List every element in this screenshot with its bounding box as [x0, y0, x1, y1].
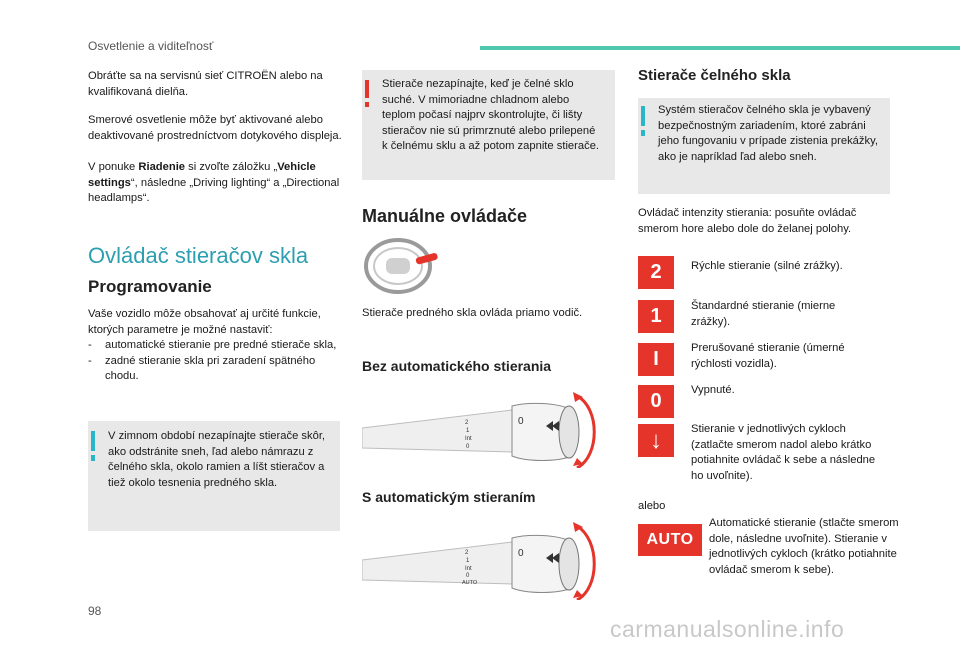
intermittent-icon: I	[638, 343, 674, 376]
info-icon-dot	[91, 455, 95, 461]
col1-paragraph-3	[88, 160, 346, 207]
alebo-text: alebo	[638, 500, 666, 512]
info-icon-dot	[641, 130, 645, 136]
lever2-label-auto: AUTO	[462, 580, 478, 586]
watermark: carmanualsonline.info	[610, 616, 845, 642]
lever1-label-2: 2	[465, 420, 469, 426]
with-auto-title: S automatickým stieraním	[362, 489, 536, 505]
col1-paragraph-2: Smerové osvetlenie môže byť aktivované alebo deaktivované prostredníctvom dotykového displeja.	[88, 114, 342, 142]
p3-suffix: “, následne „Driving lighting“ a „Directional headlamps“.	[88, 176, 340, 205]
list-item: - automatické stieranie pre predné stierače skla,	[88, 338, 343, 354]
feature-list	[88, 338, 343, 385]
without-auto-title: Bez automatického stierania	[362, 358, 552, 374]
lever2-label-0: 0	[466, 573, 470, 579]
col1-paragraph-1: Obráťte sa na servisnú sieť CITROËN alebo na kvalifikovaná dielňa.	[88, 70, 323, 98]
speed-2-text: Rýchle stieranie (silné zrážky).	[691, 260, 843, 272]
single-wipe-text: Stieranie v jednotlivých cykloch (zatlačte smerom nadol alebo krátko potiahnite ovládač k sebe a následne ho uvoľnite).	[691, 423, 876, 482]
svg-text:0: 0	[518, 416, 524, 427]
winter-info-text: V zimnom období nezapínajte stierače skôr, ako odstránite sneh, ľad alebo námrazu z čelného skla, okolo ramien a líšt stieračov a tiež okolo tesnenia predného skla.	[108, 430, 326, 489]
single-wipe-arrow-icon: ↓	[638, 424, 674, 457]
warning-text: Stierače nezapínajte, keď je čelné sklo suché. V mimoriadne chladnom alebo teplom počasí najprv skontrolujte, či lišty stieračov nie sú primrznuté alebo prilepené k čelnému sklu a až potom zapnite stierače.	[382, 78, 600, 153]
steering-wheel-icon	[360, 236, 440, 296]
page-number: 98	[88, 604, 102, 618]
wiper-lever-auto	[362, 518, 602, 600]
lever2-label-2: 2	[465, 550, 469, 556]
info-icon	[91, 431, 95, 451]
sub-title-programming: Programovanie	[88, 277, 212, 296]
p3-prefix: V ponuke	[88, 161, 139, 173]
svg-text:0: 0	[518, 548, 524, 559]
wiper-lever-manual	[362, 388, 602, 468]
p3-bold-vehicle-settings: Vehicle settings	[88, 161, 316, 189]
warning-icon-dot	[365, 102, 369, 107]
safety-info-text: Systém stieračov čelného skla je vybavený bezpečnostným zariadením, ktoré zabráni jeho fungovaniu v prípade zistenia prekážky, ako je napríklad ľad alebo sneh.	[658, 104, 878, 163]
lever2-label-int: Int	[465, 566, 472, 572]
p3-bold-riadenie: Riadenie	[138, 161, 186, 173]
intensity-text: Ovládač intenzity stierania: posuňte ovládač smerom hore alebo dole do želanej polohy.	[638, 207, 857, 235]
lever1-label-int: Int	[465, 436, 472, 442]
lever2-label-1: 1	[466, 558, 470, 564]
section-title: Ovládač stieračov skla	[88, 243, 309, 268]
speed-2-icon: 2	[638, 256, 674, 289]
auto-text: Automatické stieranie (stlačte smerom dole, následne uvoľnite). Stieranie v jednotlivých cykloch (krátko potiahnite ovládač smerom k sebe).	[709, 517, 899, 576]
header-title: Osvetlenie a viditeľnosť	[88, 39, 214, 53]
info-icon	[641, 106, 645, 126]
lever1-label-0: 0	[466, 444, 470, 450]
intermittent-text: Prerušované stieranie (úmerné rýchlosti vozidla).	[691, 342, 845, 370]
list-item: - zadné stieranie skla pri zaradení spätného chodu.	[88, 354, 343, 385]
warning-box	[362, 70, 615, 180]
safety-info-box	[638, 98, 890, 194]
col1-paragraph-4: Vaše vozidlo môže obsahovať aj určité funkcie, ktorých parametre je možné nastaviť:	[88, 308, 321, 336]
off-icon: 0	[638, 385, 674, 418]
warning-icon	[365, 80, 369, 98]
windscreen-wipers-title: Stierače čelného skla	[638, 67, 791, 84]
header-rule	[480, 46, 960, 50]
driver-controls-text: Stierače predného skla ovláda priamo vodič.	[362, 307, 583, 319]
manual-controls-title: Manuálne ovládače	[362, 206, 528, 226]
winter-info-box	[88, 421, 340, 531]
speed-1-text: Štandardné stieranie (mierne zrážky).	[691, 300, 836, 328]
off-text: Vypnuté.	[691, 384, 735, 396]
speed-1-icon: 1	[638, 300, 674, 333]
p3-mid: si zvoľte záložku „	[185, 161, 278, 173]
auto-icon: AUTO	[638, 524, 702, 556]
lever1-label-1: 1	[466, 428, 470, 434]
